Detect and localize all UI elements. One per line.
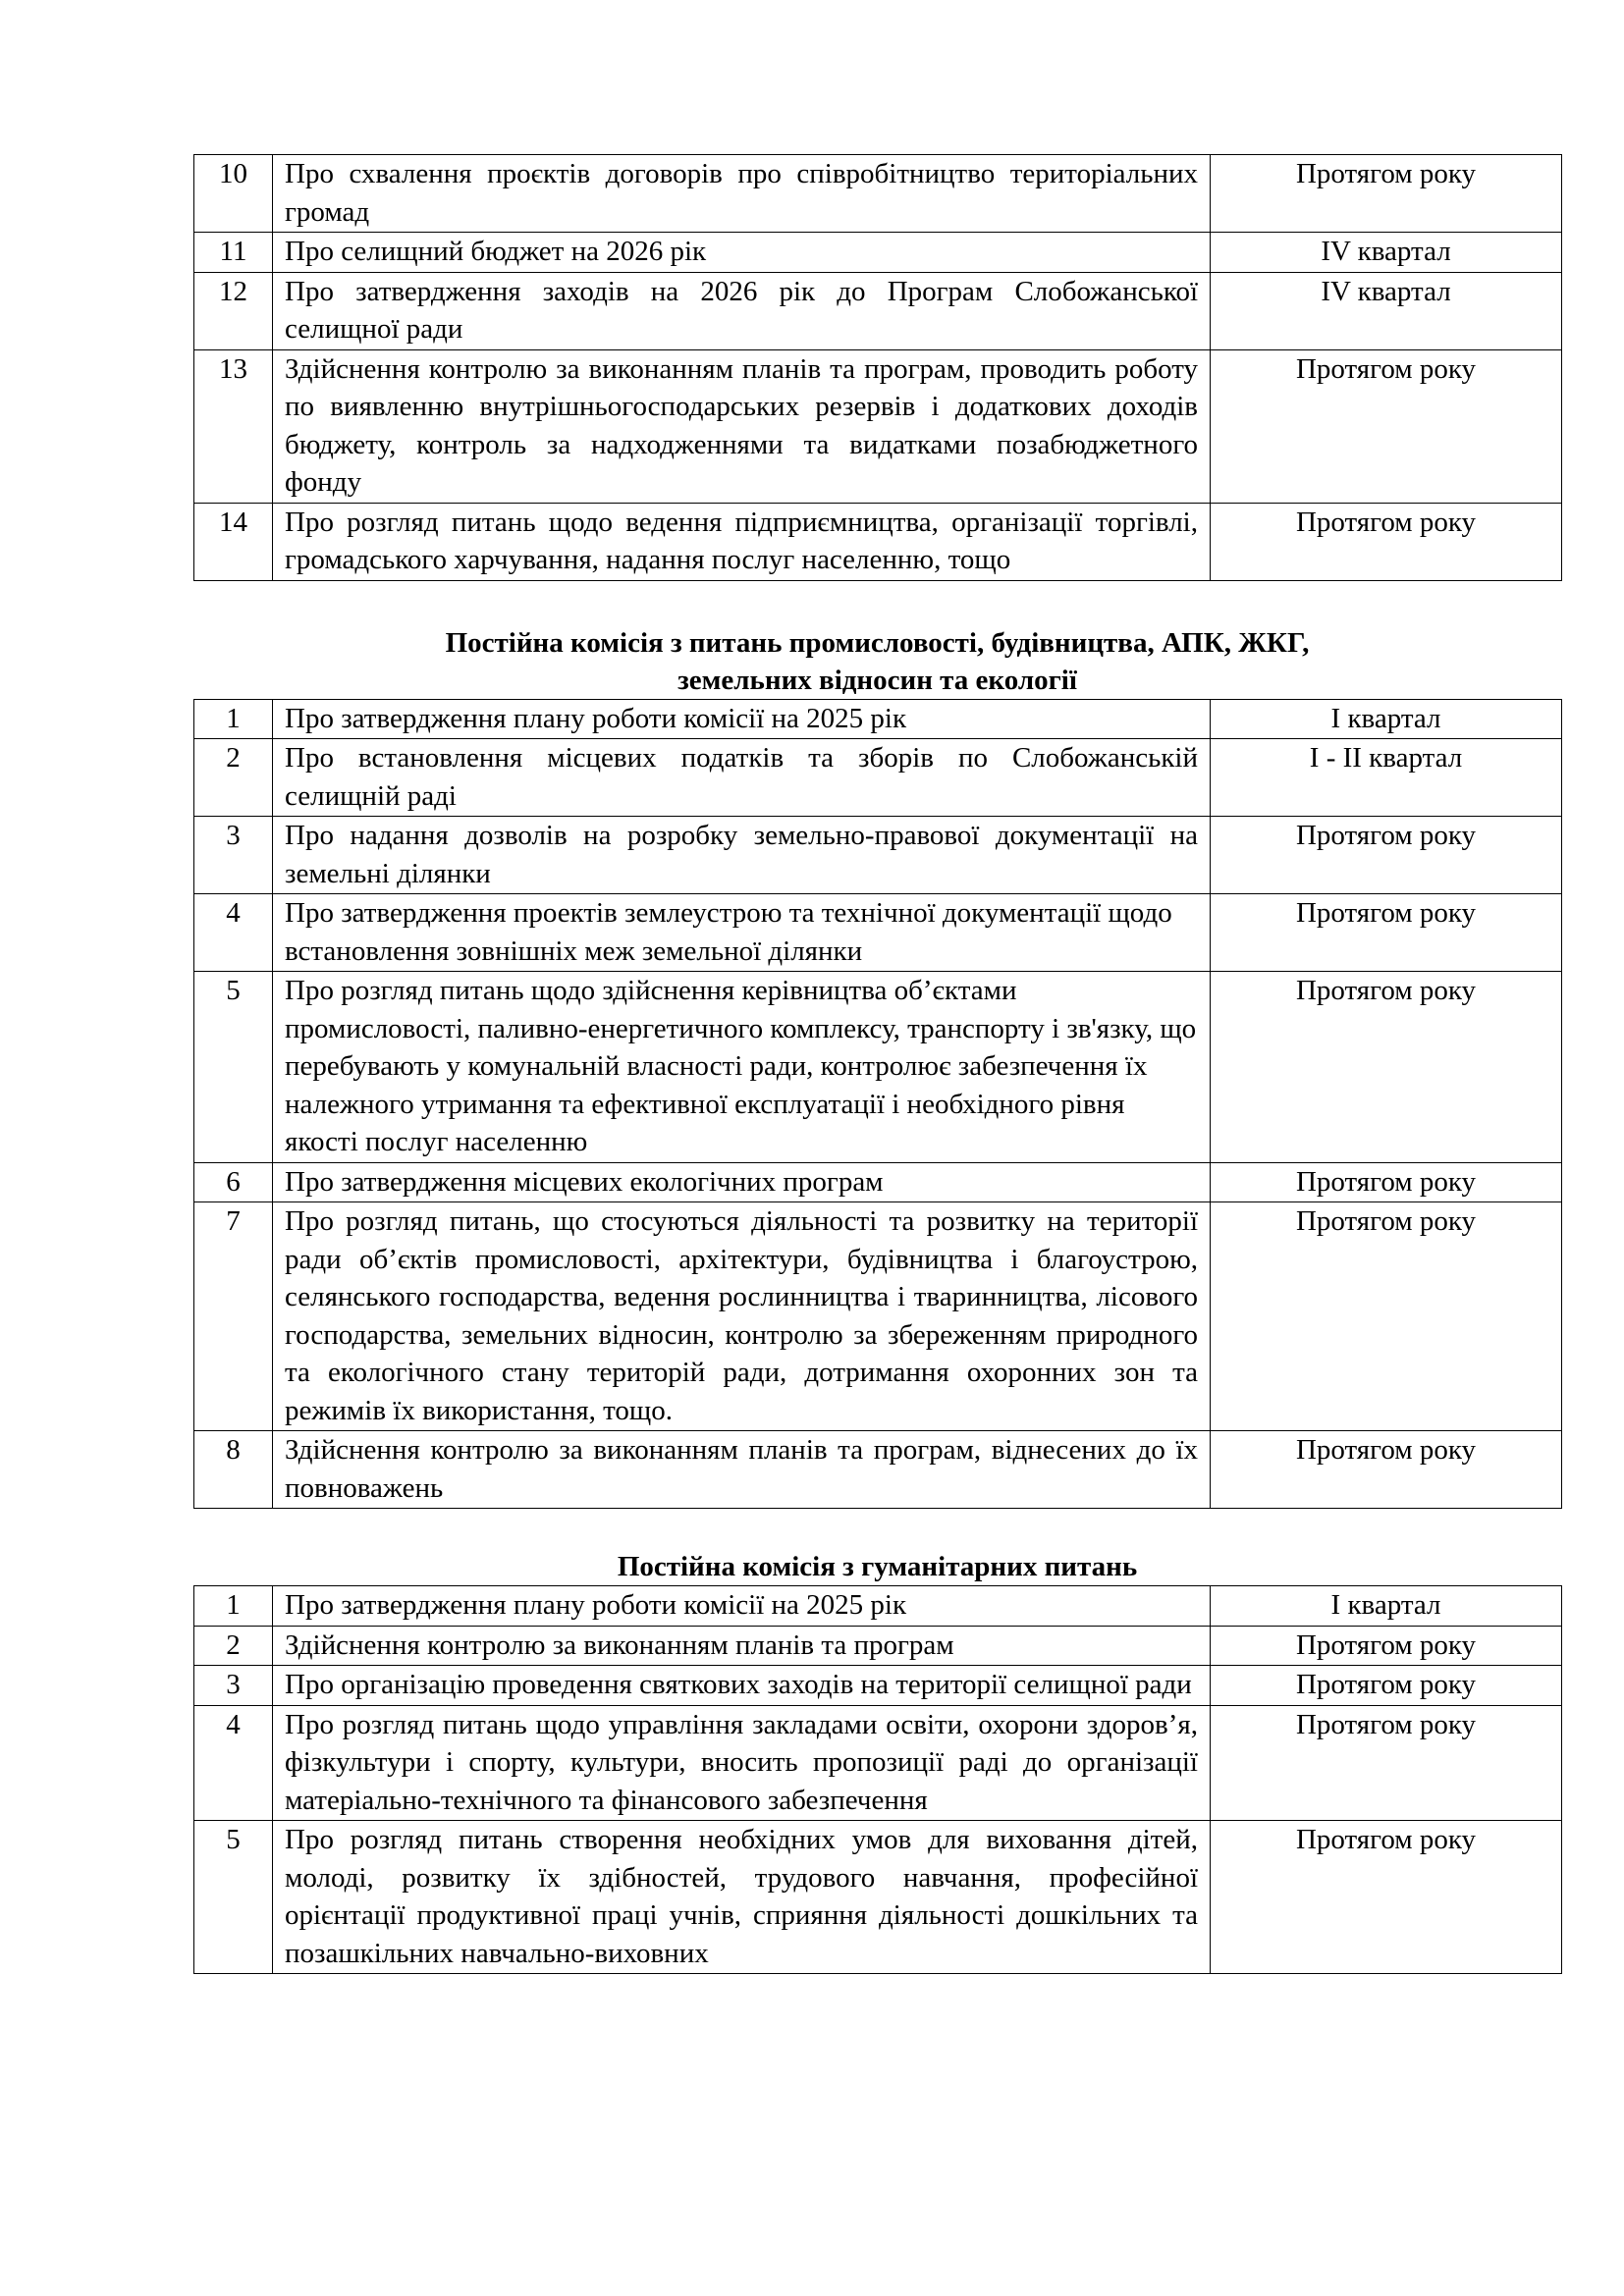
row-number: 3 bbox=[194, 817, 273, 894]
table-row bbox=[194, 155, 1562, 233]
row-term: Протягом року bbox=[1211, 1431, 1562, 1509]
row-term: Протягом року bbox=[1211, 894, 1562, 972]
table-row bbox=[194, 1586, 1562, 1627]
row-text: Про затвердження місцевих екологічних програм bbox=[273, 1162, 1211, 1202]
row-text: Про розгляд питань, що стосуються діяльності та розвитку на території ради об’єктів промисловості, архітектури, будівництва і благоустрою, селянського господарства, ведення рослинництва і тваринництва, лісового господарства, земельних відносин, контролю за збереженням природного та екологічного стану територій ради, дотримання охоронних зон та режимів їх використання, тощо. bbox=[273, 1202, 1211, 1431]
row-text: Про селищний бюджет на 2026 рік bbox=[273, 233, 1211, 273]
row-number: 1 bbox=[194, 1586, 273, 1627]
row-term: Протягом року bbox=[1211, 1821, 1562, 1974]
table-row bbox=[194, 272, 1562, 349]
row-term: IV квартал bbox=[1211, 233, 1562, 273]
row-number: 10 bbox=[194, 155, 273, 233]
row-number: 4 bbox=[194, 894, 273, 972]
table-row bbox=[194, 1626, 1562, 1666]
row-number: 1 bbox=[194, 699, 273, 739]
table-row bbox=[194, 1705, 1562, 1821]
row-term: Протягом року bbox=[1211, 1705, 1562, 1821]
table-row bbox=[194, 894, 1562, 972]
row-term: Протягом року bbox=[1211, 1202, 1562, 1431]
row-term: I - II квартал bbox=[1211, 739, 1562, 817]
row-text: Про організацію проведення святкових заходів на території селищної ради bbox=[273, 1666, 1211, 1706]
row-number: 4 bbox=[194, 1705, 273, 1821]
table-row bbox=[194, 1431, 1562, 1509]
table-row bbox=[194, 1162, 1562, 1202]
table-row bbox=[194, 972, 1562, 1163]
row-text: Про розгляд питань щодо управління закладами освіти, охорони здоров’я, фізкультури і спорту, культури, вносить пропозиції раді до організації матеріально-технічного та фінансового забезпечення bbox=[273, 1705, 1211, 1821]
table-row bbox=[194, 739, 1562, 817]
section-title-line: Постійна комісія з питань промисловості, будівництва, АПК, ЖКГ, bbox=[445, 626, 1310, 659]
row-number: 8 bbox=[194, 1431, 273, 1509]
table-row bbox=[194, 1666, 1562, 1706]
row-number: 14 bbox=[194, 503, 273, 580]
table-row bbox=[194, 817, 1562, 894]
row-term: Протягом року bbox=[1211, 1162, 1562, 1202]
plan-table-continued bbox=[193, 154, 1562, 581]
table-row bbox=[194, 349, 1562, 503]
row-number: 5 bbox=[194, 972, 273, 1163]
row-term: Протягом року bbox=[1211, 503, 1562, 580]
table-row bbox=[194, 1202, 1562, 1431]
humanitarian-commission-table bbox=[193, 1585, 1562, 1974]
row-number: 6 bbox=[194, 1162, 273, 1202]
row-number: 2 bbox=[194, 1626, 273, 1666]
table-row bbox=[194, 233, 1562, 273]
row-number: 11 bbox=[194, 233, 273, 273]
row-text: Про затвердження проектів землеустрою та технічної документації щодо встановлення зовнішніх меж земельної ділянки bbox=[273, 894, 1211, 972]
row-text: Здійснення контролю за виконанням планів та програм, віднесених до їх повноважень bbox=[273, 1431, 1211, 1509]
row-term: I квартал bbox=[1211, 699, 1562, 739]
row-number: 5 bbox=[194, 1821, 273, 1974]
row-number: 7 bbox=[194, 1202, 273, 1431]
section-title-line: земельних відносин та екології bbox=[677, 664, 1077, 696]
row-text: Про затвердження плану роботи комісії на 2025 рік bbox=[273, 1586, 1211, 1627]
row-text: Про розгляд питань щодо здійснення керівництва об’єктами промисловості, паливно-енергетичного комплексу, транспорту і зв'язку, що перебувають у комунальній власності ради, контролює забезпечення їх належного утримання та ефективної експлуатації і необхідного рівня якості послуг населенню bbox=[273, 972, 1211, 1163]
document-page bbox=[193, 154, 1561, 1974]
row-text: Про затвердження плану роботи комісії на 2025 рік bbox=[273, 699, 1211, 739]
row-term: Протягом року bbox=[1211, 972, 1562, 1163]
row-term: IV квартал bbox=[1211, 272, 1562, 349]
row-term: Протягом року bbox=[1211, 1666, 1562, 1706]
industry-commission-table bbox=[193, 699, 1562, 1510]
row-number: 2 bbox=[194, 739, 273, 817]
table-row bbox=[194, 699, 1562, 739]
row-number: 12 bbox=[194, 272, 273, 349]
row-number: 13 bbox=[194, 349, 273, 503]
row-number: 3 bbox=[194, 1666, 273, 1706]
row-text: Про схвалення проєктів договорів про співробітництво територіальних громад bbox=[273, 155, 1211, 233]
row-text: Здійснення контролю за виконанням планів та програм bbox=[273, 1626, 1211, 1666]
row-text: Про надання дозволів на розробку земельно-правової документації на земельні ділянки bbox=[273, 817, 1211, 894]
row-text: Здійснення контролю за виконанням планів та програм, проводить роботу по виявленню внутрішньогосподарських резервів і додаткових доходів бюджету, контроль за надходженнями та видатками позабюджетного фонду bbox=[273, 349, 1211, 503]
row-term: I квартал bbox=[1211, 1586, 1562, 1627]
row-text: Про розгляд питань щодо ведення підприємництва, організації торгівлі, громадського харчування, надання послуг населенню, тощо bbox=[273, 503, 1211, 580]
table-row bbox=[194, 503, 1562, 580]
section-title-industry bbox=[193, 624, 1561, 699]
row-text: Про розгляд питань створення необхідних умов для виховання дітей, молоді, розвитку їх здібностей, трудового навчання, професійної орієнтації продуктивної праці учнів, сприяння діяльності дошкільних та позашкільних навчально-виховних bbox=[273, 1821, 1211, 1974]
row-term: Протягом року bbox=[1211, 155, 1562, 233]
row-text: Про затвердження заходів на 2026 рік до Програм Слобожанської селищної ради bbox=[273, 272, 1211, 349]
row-term: Протягом року bbox=[1211, 817, 1562, 894]
row-term: Протягом року bbox=[1211, 349, 1562, 503]
row-term: Протягом року bbox=[1211, 1626, 1562, 1666]
table-row bbox=[194, 1821, 1562, 1974]
section-title-humanitarian: Постійна комісія з гуманітарних питань bbox=[617, 1551, 1138, 1582]
row-text: Про встановлення місцевих податків та зборів по Слобожанській селищній раді bbox=[273, 739, 1211, 817]
